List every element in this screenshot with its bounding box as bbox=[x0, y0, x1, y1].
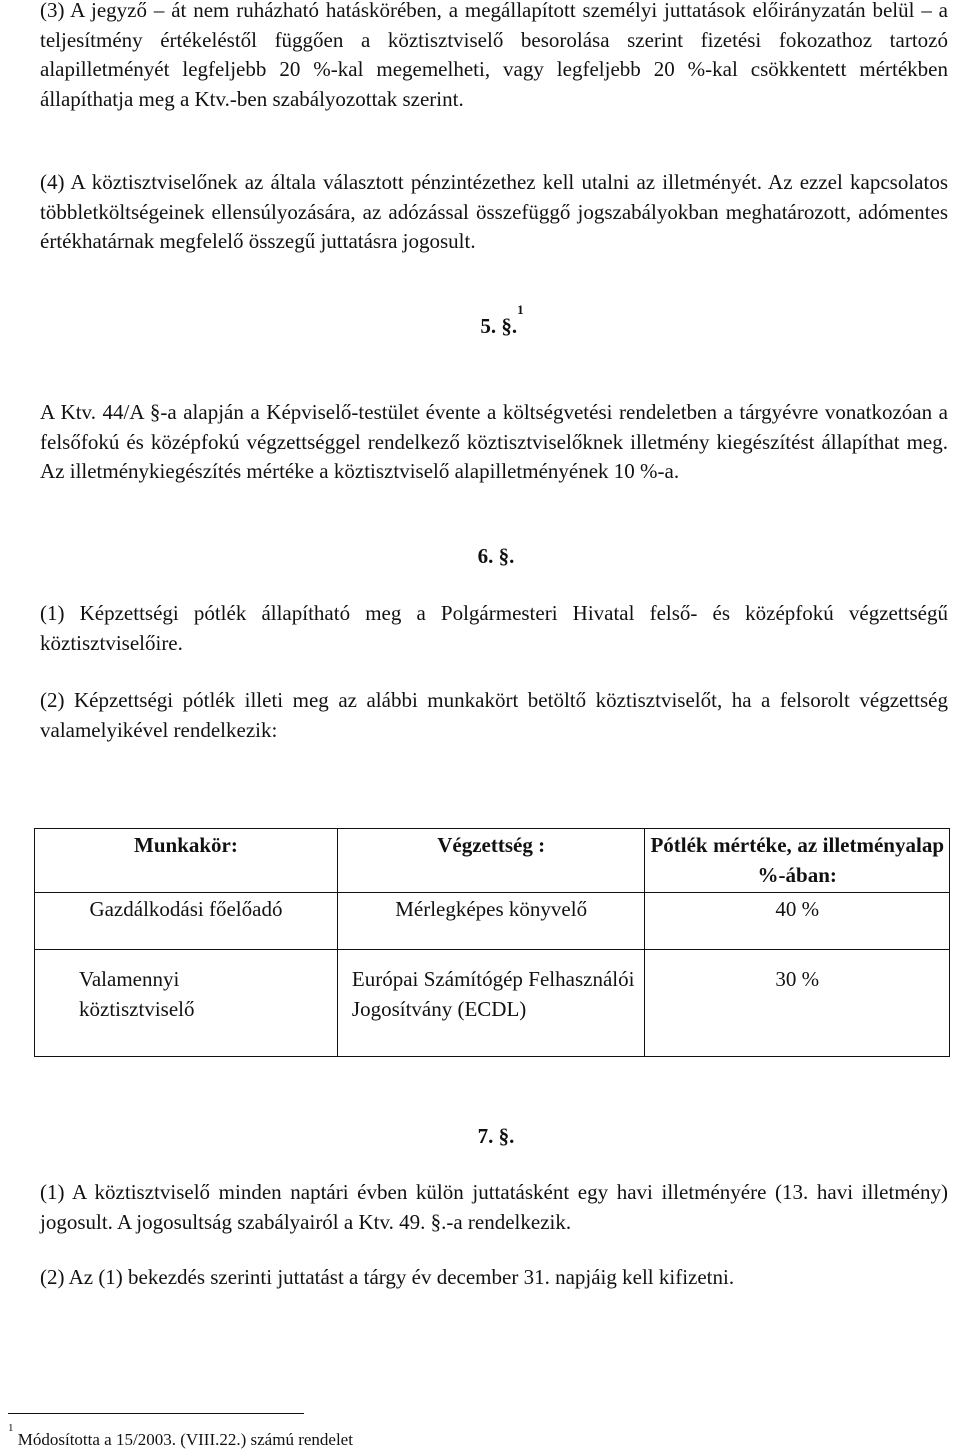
table-cell-munkakor: Gazdálkodási főelőadó bbox=[35, 893, 338, 950]
table-row bbox=[35, 950, 950, 1057]
paragraph-3-4-4: (4) A köztisztviselőnek az általa választott pénzintézethez kell utalni az illetményét. Az ezzel kapcsolatos többletköltségeinek ellensúlyozására, az adózással összefüggő jogszabályokban meghatározott, adómentes értékhatárnak megfelelő összegű juttatásra jogosult. bbox=[40, 170, 948, 253]
table-cell-potlek: 40 % bbox=[645, 893, 950, 950]
section-7-paragraph-1: (1) A köztisztviselő minden naptári évben külön juttatásként egy havi illetményére (13. havi illetmény) jogosult. A jogosultság szabályairól a Ktv. 49. §.-a rendelkezik. bbox=[40, 1180, 948, 1234]
footnote-reference: 1 bbox=[517, 302, 524, 317]
table-cell-munkakor: Valamennyi köztisztviselő bbox=[35, 950, 338, 1057]
header-potlek: Pótlék mértéke, az illetményalap %-ában: bbox=[645, 829, 950, 893]
section-6-heading: 6. §. bbox=[477, 544, 515, 568]
paragraph-3-4-3: (3) A jegyző – át nem ruházható hatáskörében, a megállapított személyi juttatások előirányzatán belül – a teljesítmény értékeléstől függően a köztisztviselő besorolása szerint fizetési fokozathoz tartozó alapilletményét legfeljebb 20 %-kal megemelheti, vagy legfeljebb 20 %-kal csökkentett mértékben állapíthatja meg a Ktv.-ben szabályozottak szerint. bbox=[40, 0, 948, 111]
section-5-heading-text: 5. §. bbox=[480, 314, 518, 338]
table-cell-potlek: 30 % bbox=[645, 950, 950, 1057]
header-munkakor: Munkakör: bbox=[35, 829, 338, 893]
supplement-table bbox=[34, 828, 950, 1057]
section-6-paragraph-2: (2) Képzettségi pótlék illeti meg az alábbi munkakört betöltő köztisztviselőt, ha a felsorolt végzettség valamelyikével rendelkezik: bbox=[40, 688, 948, 742]
section-5-heading bbox=[22, 302, 960, 342]
table-header-row bbox=[35, 829, 950, 893]
table-cell-vegzettseg: Mérlegképes könyvelő bbox=[337, 893, 645, 950]
table-row bbox=[35, 893, 950, 950]
footnote-divider bbox=[8, 1413, 304, 1414]
footnote bbox=[8, 1422, 353, 1451]
section-7-heading: 7. §. bbox=[477, 1124, 515, 1148]
footnote-text: Módosította a 15/2003. (VIII.22.) számú rendelet bbox=[17, 1430, 353, 1449]
section-7-paragraph-2: (2) Az (1) bekezdés szerinti juttatást a tárgy év december 31. napjáig kell kifizetni. bbox=[40, 1265, 735, 1289]
header-vegzettseg: Végzettség : bbox=[337, 829, 645, 893]
table-cell-vegzettseg: Európai Számítógép Felhasználói Jogosítvány (ECDL) bbox=[337, 950, 645, 1057]
section-6-paragraph-1: (1) Képzettségi pótlék állapítható meg a Polgármesteri Hivatal felső- és középfokú végzettségű köztisztviselőire. bbox=[40, 601, 948, 655]
section-5-text: A Ktv. 44/A §-a alapján a Képviselő-testület évente a költségvetési rendeletben a tárgyévre vonatkozóan a felsőfokú és középfokú végzettséggel rendelkező köztisztviselőknek illetmény kiegészítést állapíthat meg. Az illetménykiegészítés mértéke a köztisztviselő alapilletményének 10 %-a. bbox=[40, 400, 948, 483]
footnote-marker: 1 bbox=[8, 1422, 14, 1434]
